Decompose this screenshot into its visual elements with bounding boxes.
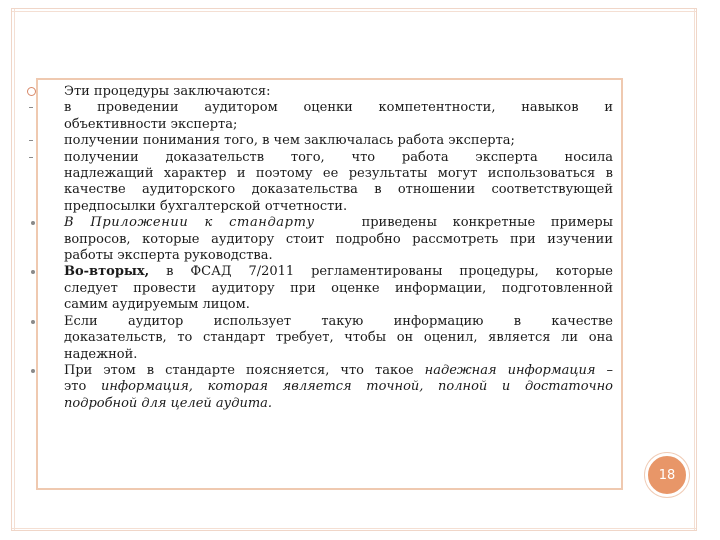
text-line bbox=[64, 264, 613, 280]
text-fragment: приведены конкретные примеры bbox=[361, 215, 613, 231]
bold-lead: Во-вторых, bbox=[64, 264, 150, 280]
text-line: Эти процедуры заключаются: bbox=[64, 84, 271, 99]
list-item bbox=[64, 84, 613, 100]
list-item bbox=[64, 215, 613, 264]
text-line: следует провести аудитору при оценке информации, подготовленной bbox=[64, 280, 613, 296]
ring-bullet-icon bbox=[27, 87, 36, 96]
text-fragment: это bbox=[64, 379, 87, 395]
dash-bullet-icon bbox=[29, 140, 33, 141]
text-line bbox=[64, 215, 613, 231]
text-line: доказательств, то стандарт требует, чтобы он оценил, является ли она bbox=[64, 330, 613, 346]
page-number-badge bbox=[645, 453, 689, 497]
text-line: получении понимания того, в чем заключалась работа эксперта; bbox=[64, 133, 515, 149]
dash-bullet-icon bbox=[29, 157, 33, 158]
list-item bbox=[64, 100, 613, 133]
text-line bbox=[64, 363, 613, 379]
italic-text: информация, которая является точной, полной и достаточно bbox=[100, 379, 613, 395]
list-item bbox=[64, 264, 613, 313]
italic-lead: В Приложении к стандарту bbox=[64, 215, 315, 231]
text-line: качестве аудиторского доказательства в отношении соответствующей bbox=[64, 182, 613, 198]
text-line: в проведении аудитором оценки компетентности, навыков и bbox=[64, 100, 613, 116]
text-line: вопросов, которые аудитору стоит подробно рассмотреть при изучении bbox=[64, 231, 613, 247]
list-item bbox=[64, 363, 613, 412]
text-fragment: в ФСАД 7/2011 регламентированы процедуры, которые bbox=[166, 264, 613, 280]
slide-body bbox=[64, 84, 613, 412]
text-line: работы эксперта руководства. bbox=[64, 248, 273, 264]
text-line: Если аудитор использует такую информацию в качестве bbox=[64, 313, 613, 329]
list-item bbox=[64, 314, 613, 363]
text-line bbox=[64, 379, 613, 395]
text-fragment: При этом в стандарте поясняется, что такое bbox=[64, 362, 414, 378]
italic-term: надежная информация – bbox=[424, 362, 613, 378]
text-line: получении доказательств того, что работа эксперта носила bbox=[64, 149, 613, 165]
text-line: надлежащий характер и поэтому ее результаты могут использоваться в bbox=[64, 166, 613, 182]
text-line: предпосылки бухгалтерской отчетности. bbox=[64, 198, 348, 214]
dash-bullet-icon bbox=[29, 107, 33, 108]
list-item bbox=[64, 150, 613, 216]
page-number: 18 bbox=[658, 467, 676, 483]
dot-bullet-icon bbox=[31, 369, 35, 373]
text-line: надежной. bbox=[64, 346, 138, 362]
list-item bbox=[64, 133, 613, 149]
text-line: подробной для целей аудита. bbox=[64, 395, 273, 411]
dot-bullet-icon bbox=[31, 320, 35, 324]
text-line: объективности эксперта; bbox=[64, 116, 238, 132]
text-line: самим аудируемым лицом. bbox=[64, 297, 250, 313]
